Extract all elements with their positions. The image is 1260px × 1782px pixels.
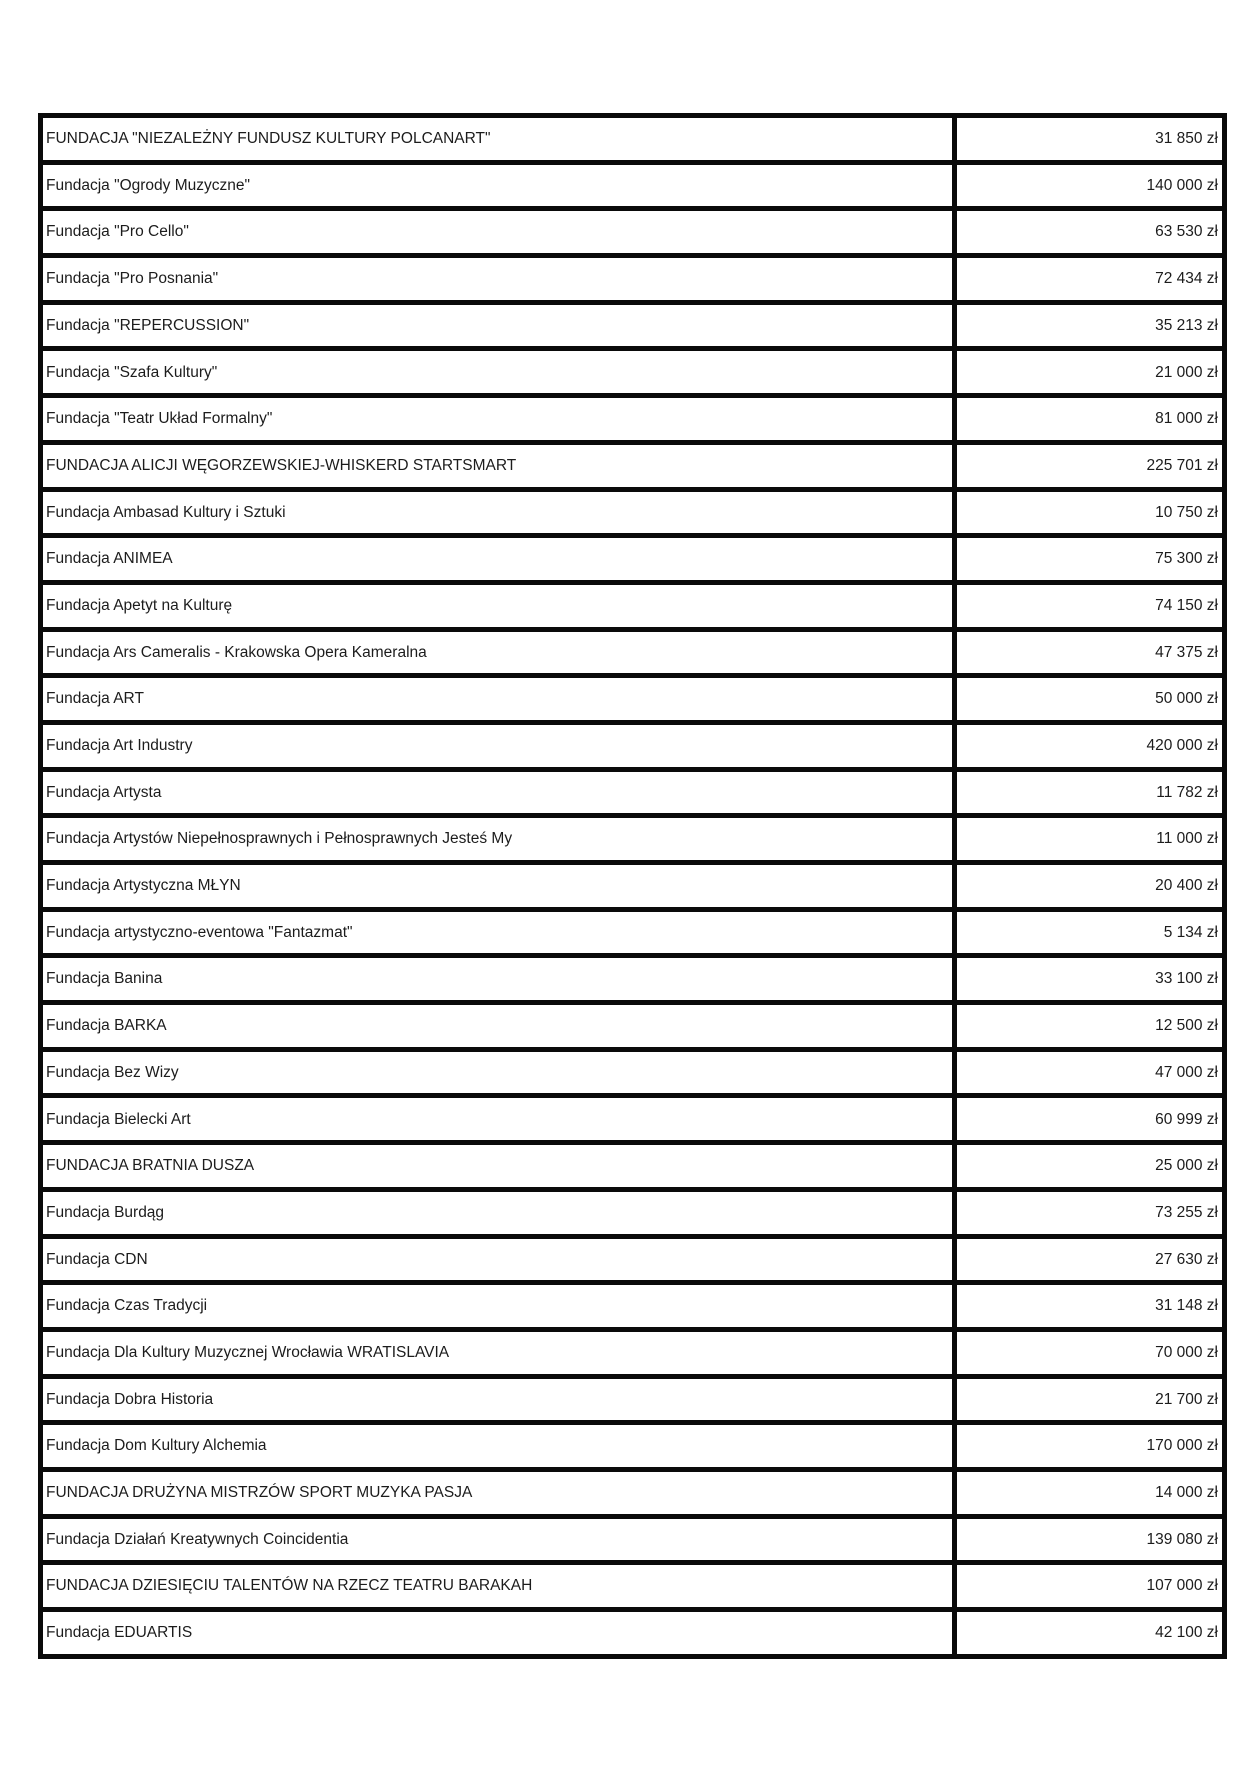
amount-cell: 81 000 zł: [955, 396, 1225, 443]
table-row: [41, 1516, 1225, 1563]
organization-name-cell: Fundacja Dom Kultury Alchemia: [41, 1423, 955, 1470]
amount-cell: 170 000 zł: [955, 1423, 1225, 1470]
table-row: [41, 1049, 1225, 1096]
organization-name-cell: Fundacja "Szafa Kultury": [41, 349, 955, 396]
organization-name-cell: Fundacja Działań Kreatywnych Coincidentia: [41, 1516, 955, 1563]
organization-name-cell: FUNDACJA DZIESIĘCIU TALENTÓW NA RZECZ TEATRU BARAKAH: [41, 1563, 955, 1610]
amount-cell: 21 000 zł: [955, 349, 1225, 396]
organization-name-cell: FUNDACJA BRATNIA DUSZA: [41, 1143, 955, 1190]
organization-name-cell: Fundacja Apetyt na Kulturę: [41, 582, 955, 629]
amount-cell: 42 100 zł: [955, 1610, 1225, 1657]
table-row: [41, 1096, 1225, 1143]
table-row: [41, 349, 1225, 396]
organization-name-cell: Fundacja Artysta: [41, 769, 955, 816]
amount-cell: 20 400 zł: [955, 863, 1225, 910]
table-row: [41, 676, 1225, 723]
table-row: [41, 1563, 1225, 1610]
table-row: [41, 909, 1225, 956]
grants-table: [38, 113, 1227, 1659]
amount-cell: 12 500 zł: [955, 1003, 1225, 1050]
organization-name-cell: Fundacja Banina: [41, 956, 955, 1003]
organization-name-cell: Fundacja BARKA: [41, 1003, 955, 1050]
amount-cell: 31 148 zł: [955, 1283, 1225, 1330]
table-row: [41, 302, 1225, 349]
amount-cell: 70 000 zł: [955, 1329, 1225, 1376]
amount-cell: 60 999 zł: [955, 1096, 1225, 1143]
amount-cell: 420 000 zł: [955, 722, 1225, 769]
organization-name-cell: Fundacja Artystyczna MŁYN: [41, 863, 955, 910]
organization-name-cell: Fundacja Czas Tradycji: [41, 1283, 955, 1330]
table-row: [41, 769, 1225, 816]
organization-name-cell: FUNDACJA "NIEZALEŻNY FUNDUSZ KULTURY POLCANART": [41, 116, 955, 163]
organization-name-cell: Fundacja Bielecki Art: [41, 1096, 955, 1143]
organization-name-cell: Fundacja Artystów Niepełnosprawnych i Pełnosprawnych Jesteś My: [41, 816, 955, 863]
amount-cell: 47 375 zł: [955, 629, 1225, 676]
table-row: [41, 442, 1225, 489]
organization-name-cell: FUNDACJA ALICJI WĘGORZEWSKIEJ-WHISKERD STARTSMART: [41, 442, 955, 489]
amount-cell: 107 000 zł: [955, 1563, 1225, 1610]
table-row: [41, 863, 1225, 910]
amount-cell: 5 134 zł: [955, 909, 1225, 956]
amount-cell: 63 530 zł: [955, 209, 1225, 256]
table-row: [41, 816, 1225, 863]
amount-cell: 31 850 zł: [955, 116, 1225, 163]
amount-cell: 225 701 zł: [955, 442, 1225, 489]
table-row: [41, 536, 1225, 583]
amount-cell: 74 150 zł: [955, 582, 1225, 629]
amount-cell: 33 100 zł: [955, 956, 1225, 1003]
organization-name-cell: Fundacja Ambasad Kultury i Sztuki: [41, 489, 955, 536]
table-row: [41, 1283, 1225, 1330]
amount-cell: 14 000 zł: [955, 1469, 1225, 1516]
amount-cell: 140 000 zł: [955, 162, 1225, 209]
table-row: [41, 489, 1225, 536]
amount-cell: 27 630 zł: [955, 1236, 1225, 1283]
organization-name-cell: Fundacja Dla Kultury Muzycznej Wrocławia WRATISLAVIA: [41, 1329, 955, 1376]
amount-cell: 47 000 zł: [955, 1049, 1225, 1096]
organization-name-cell: Fundacja Bez Wizy: [41, 1049, 955, 1096]
table-row: [41, 1143, 1225, 1190]
amount-cell: 75 300 zł: [955, 536, 1225, 583]
amount-cell: 50 000 zł: [955, 676, 1225, 723]
organization-name-cell: Fundacja Ars Cameralis - Krakowska Opera Kameralna: [41, 629, 955, 676]
organization-name-cell: Fundacja "Pro Posnania": [41, 256, 955, 303]
grants-table-body: [41, 116, 1225, 1657]
table-row: [41, 582, 1225, 629]
organization-name-cell: Fundacja Dobra Historia: [41, 1376, 955, 1423]
organization-name-cell: Fundacja ART: [41, 676, 955, 723]
table-row: [41, 1329, 1225, 1376]
table-row: [41, 396, 1225, 443]
organization-name-cell: Fundacja CDN: [41, 1236, 955, 1283]
table-row: [41, 629, 1225, 676]
organization-name-cell: Fundacja EDUARTIS: [41, 1610, 955, 1657]
table-row: [41, 1376, 1225, 1423]
organization-name-cell: Fundacja "Ogrody Muzyczne": [41, 162, 955, 209]
amount-cell: 139 080 zł: [955, 1516, 1225, 1563]
amount-cell: 11 782 zł: [955, 769, 1225, 816]
table-row: [41, 256, 1225, 303]
organization-name-cell: Fundacja Burdąg: [41, 1189, 955, 1236]
amount-cell: 21 700 zł: [955, 1376, 1225, 1423]
amount-cell: 10 750 zł: [955, 489, 1225, 536]
amount-cell: 72 434 zł: [955, 256, 1225, 303]
table-row: [41, 162, 1225, 209]
table-row: [41, 1236, 1225, 1283]
amount-cell: 35 213 zł: [955, 302, 1225, 349]
table-row: [41, 722, 1225, 769]
organization-name-cell: Fundacja ANIMEA: [41, 536, 955, 583]
organization-name-cell: Fundacja "Pro Cello": [41, 209, 955, 256]
organization-name-cell: Fundacja "REPERCUSSION": [41, 302, 955, 349]
amount-cell: 25 000 zł: [955, 1143, 1225, 1190]
organization-name-cell: Fundacja artystyczno-eventowa "Fantazmat": [41, 909, 955, 956]
table-row: [41, 1469, 1225, 1516]
amount-cell: 11 000 zł: [955, 816, 1225, 863]
table-row: [41, 956, 1225, 1003]
organization-name-cell: Fundacja Art Industry: [41, 722, 955, 769]
amount-cell: 73 255 zł: [955, 1189, 1225, 1236]
organization-name-cell: Fundacja "Teatr Układ Formalny": [41, 396, 955, 443]
organization-name-cell: FUNDACJA DRUŻYNA MISTRZÓW SPORT MUZYKA PASJA: [41, 1469, 955, 1516]
table-row: [41, 1423, 1225, 1470]
table-row: [41, 1610, 1225, 1657]
table-row: [41, 209, 1225, 256]
table-row: [41, 116, 1225, 163]
table-row: [41, 1189, 1225, 1236]
table-row: [41, 1003, 1225, 1050]
